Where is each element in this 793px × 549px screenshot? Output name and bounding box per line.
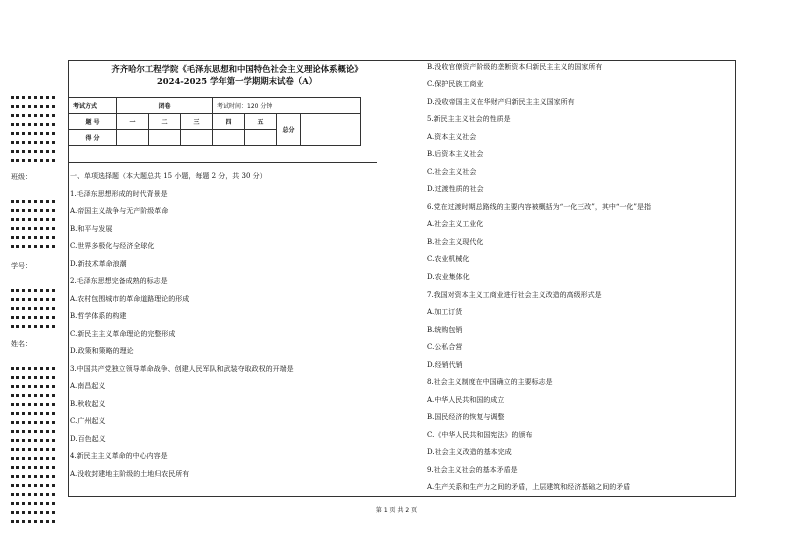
option-line: D.政策和策略的理论 xyxy=(70,347,134,355)
option-line: B.哲学体系的构建 xyxy=(70,312,127,320)
dotted-line xyxy=(11,200,55,203)
student-id-label: 学号： xyxy=(11,262,32,270)
dotted-line xyxy=(11,105,55,108)
option-line: A.中华人民共和国的成立 xyxy=(427,396,505,404)
score-cell[interactable] xyxy=(117,130,149,146)
option-line: A.生产关系和生产力之间的矛盾，上层建筑和经济基础之间的矛盾 xyxy=(427,483,631,491)
question-line: 7.我国对资本主义工商业进行社会主义改造的高级形式是 xyxy=(427,291,602,299)
dotted-line xyxy=(11,325,55,328)
dotted-line xyxy=(11,114,55,117)
option-line: B.国民经济的恢复与调整 xyxy=(427,413,505,421)
exam-title: 齐齐哈尔工程学院《毛泽东思想和中国特色社会主义理论体系概论》 xyxy=(111,64,363,74)
dotted-line xyxy=(11,96,55,99)
dotted-line xyxy=(11,209,55,212)
option-line: A.资本主义社会 xyxy=(427,133,477,141)
dotted-line xyxy=(11,430,55,433)
option-line: C.广州起义 xyxy=(70,417,106,425)
column-header: 一 xyxy=(117,114,149,130)
dotted-line xyxy=(11,150,55,153)
divider xyxy=(68,162,377,163)
total-label: 总分 xyxy=(277,114,301,146)
exam-method-label: 考试方式 xyxy=(69,98,117,114)
option-line: B.和平与发展 xyxy=(70,225,113,233)
option-line: B.没收官僚资产阶级的垄断资本归新民主主义的国家所有 xyxy=(427,63,603,71)
dotted-line xyxy=(11,466,55,469)
option-line: D.过渡性质的社会 xyxy=(427,185,484,193)
option-line: B.秋收起义 xyxy=(70,400,106,408)
dotted-line xyxy=(11,493,55,496)
column-header: 三 xyxy=(181,114,213,130)
option-line: D.社会主义改造的基本完成 xyxy=(427,448,512,456)
option-line: A.加工订货 xyxy=(427,308,463,316)
section-heading: 一、单项选择题（本大题总共 15 小题，每题 2 分，共 30 分） xyxy=(70,172,267,180)
dotted-line xyxy=(11,421,55,424)
total-score-cell[interactable] xyxy=(301,114,361,146)
option-line: A.农村包围城市的革命道路理论的形成 xyxy=(70,295,190,303)
dotted-line xyxy=(11,123,55,126)
question-line: 8.社会主义制度在中国确立的主要标志是 xyxy=(427,378,553,386)
score-cell[interactable] xyxy=(245,130,277,146)
dotted-line xyxy=(11,307,55,310)
dotted-line xyxy=(11,316,55,319)
option-line: C.世界多极化与经济全球化 xyxy=(70,242,155,250)
option-line: D.农业集体化 xyxy=(427,273,470,281)
question-line: 4.新民主主义革命的中心内容是 xyxy=(70,452,168,460)
dotted-line xyxy=(11,403,55,406)
dotted-line xyxy=(11,367,55,370)
dotted-line xyxy=(11,484,55,487)
column-header: 五 xyxy=(245,114,277,130)
option-line: A.南昌起义 xyxy=(70,382,106,390)
option-line: C.农业机械化 xyxy=(427,255,470,263)
dotted-line xyxy=(11,132,55,135)
score-cell[interactable] xyxy=(149,130,181,146)
column-header: 四 xyxy=(213,114,245,130)
question-line: 5.新民主主义社会的性质是 xyxy=(427,115,511,123)
option-line: D.经销代销 xyxy=(427,361,463,369)
question-line: 3.中国共产党独立领导革命战争、创建人民军队和武装夺取政权的开端是 xyxy=(70,365,294,373)
option-line: B.统购包销 xyxy=(427,326,463,334)
option-line: D.百色起义 xyxy=(70,435,106,443)
score-cell[interactable] xyxy=(181,130,213,146)
page-number: 第 1 页 共 2 页 xyxy=(375,507,418,514)
option-line: C.新民主主义革命理论的完整形成 xyxy=(70,330,176,338)
dotted-line xyxy=(11,289,55,292)
column-header: 二 xyxy=(149,114,181,130)
exam-time: 考试时间：120 分钟 xyxy=(213,98,361,114)
question-line: 6.党在过渡时期总路线的主要内容被概括为“一化三改”，其中“一化”是指 xyxy=(427,203,651,211)
dotted-line xyxy=(11,394,55,397)
dotted-line xyxy=(11,141,55,144)
exam-method-value: 闭卷 xyxy=(117,98,213,114)
option-line: A.帝国主义战争与无产阶级革命 xyxy=(70,207,169,215)
dotted-line xyxy=(11,457,55,460)
dotted-line xyxy=(11,245,55,248)
option-line: B.后资本主义社会 xyxy=(427,150,484,158)
score-label: 得 分 xyxy=(69,130,117,146)
dotted-line xyxy=(11,520,55,523)
option-line: D.新技术革命浪潮 xyxy=(70,260,127,268)
option-line: A.社会主义工业化 xyxy=(427,220,484,228)
dotted-line xyxy=(11,298,55,301)
class-label: 班级： xyxy=(11,173,32,181)
score-cell[interactable] xyxy=(213,130,245,146)
option-line: C.社会主义社会 xyxy=(427,168,477,176)
exam-subtitle: 2024-2025 学年第一学期期末试卷（A） xyxy=(156,76,317,86)
question-no-label: 题 号 xyxy=(69,114,117,130)
dotted-line xyxy=(11,218,55,221)
question-line: 9.社会主义社会的基本矛盾是 xyxy=(427,466,518,474)
dotted-line xyxy=(11,448,55,451)
dotted-line xyxy=(11,159,55,162)
dotted-line xyxy=(11,475,55,478)
dotted-line xyxy=(11,376,55,379)
option-line: C.公私合营 xyxy=(427,343,463,351)
option-line: B.社会主义现代化 xyxy=(427,238,484,246)
dotted-line xyxy=(11,439,55,442)
option-line: C.《中华人民共和国宪法》的颁布 xyxy=(427,431,533,439)
score-table xyxy=(68,97,361,146)
name-label: 姓名： xyxy=(11,340,32,348)
option-line: C.保护民族工商业 xyxy=(427,80,484,88)
question-line: 2.毛泽东思想完备成熟的标志是 xyxy=(70,277,168,285)
option-line: A.没收封建地主阶级的土地归农民所有 xyxy=(70,470,190,478)
question-line: 1.毛泽东思想形成的时代背景是 xyxy=(70,190,168,198)
dotted-line xyxy=(11,227,55,230)
dotted-line xyxy=(11,385,55,388)
dotted-line xyxy=(11,412,55,415)
option-line: D.没收帝国主义在华财产归新民主主义国家所有 xyxy=(427,98,575,106)
dotted-line xyxy=(11,236,55,239)
